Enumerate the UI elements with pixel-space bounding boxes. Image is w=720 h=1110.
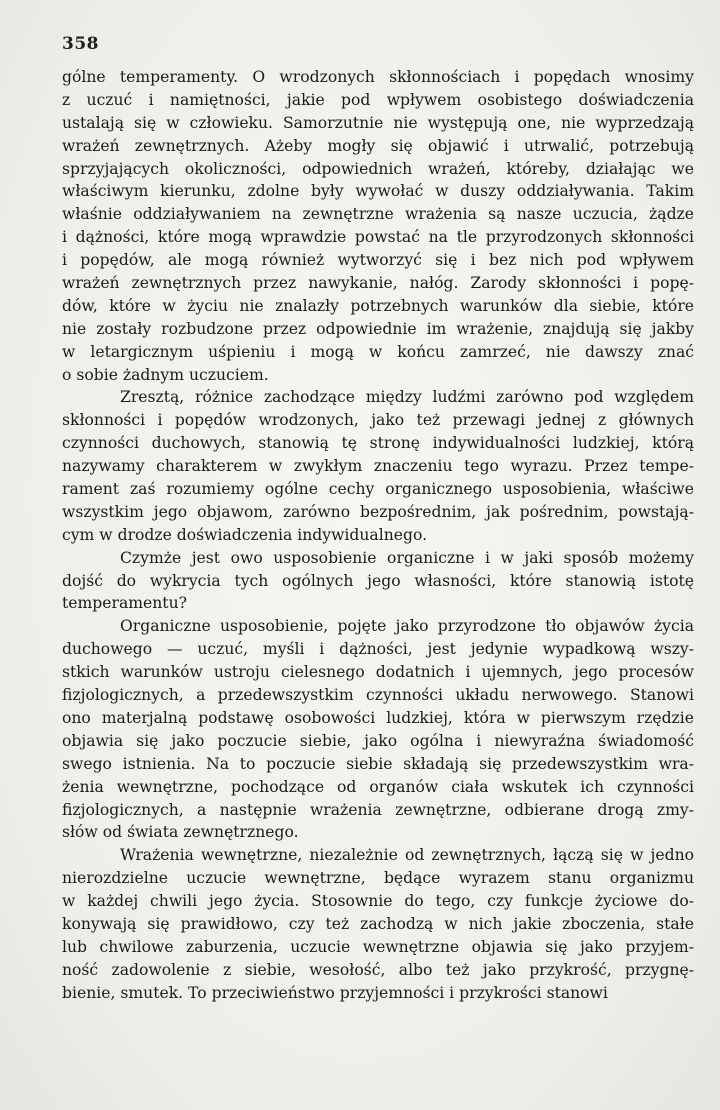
text-line: czynności duchowych, stanowią tę stronę indywidualności ludzkiej, którą — [62, 434, 694, 453]
paragraph — [62, 844, 694, 1004]
text-line: dów, które w życiu nie znalazły potrzebnych warunków dla siebie, które — [62, 296, 694, 315]
paragraph — [62, 386, 694, 546]
text-line: fizjologicznych, a przedewszystkim czynności układu nerwowego. Stanowi — [62, 686, 694, 705]
text-line: nie zostały rozbudzone przez odpowiednie im wrażenie, znajdują się jakby — [62, 319, 694, 338]
paragraph — [62, 66, 694, 386]
text-line: właśnie oddziaływaniem na zewnętrzne wrażenia są nasze uczucia, żądze — [62, 205, 694, 224]
text-line: słów od świata zewnętrznego. — [62, 823, 299, 842]
text-line: wszystkim jego objawom, zarówno bezpośrednim, jak pośrednim, powstają- — [62, 502, 694, 521]
body-text — [62, 66, 694, 1005]
text-line: stkich warunków ustroju cielesnego dodatnich i ujemnych, jego procesów — [62, 663, 694, 682]
text-line: Zresztą, różnice zachodzące między ludźmi zarówno pod względem — [120, 388, 694, 407]
text-line: cym w drodze doświadczenia indywidualnego. — [62, 525, 428, 544]
text-line: Czymże jest owo usposobienie organiczne i w jaki sposób możemy — [120, 548, 694, 567]
text-line: fizjologicznych, a następnie wrażenia zewnętrzne, odbierane drogą zmy- — [62, 800, 694, 819]
text-line: rament zaś rozumiemy ogólne cechy organicznego usposobienia, właściwe — [62, 480, 694, 499]
text-line: o sobie żadnym uczuciem. — [62, 365, 269, 384]
text-line: nazywamy charakterem w zwykłym znaczeniu tego wyrazu. Przez tempe- — [62, 457, 694, 476]
text-line: Organiczne usposobienie, pojęte jako przyrodzone tło objawów życia — [120, 617, 694, 636]
text-line: Wrażenia wewnętrzne, niezależnie od zewnętrznych, łączą się w jedno — [120, 846, 694, 865]
text-line: ustalają się w człowieku. Samorzutnie nie występują one, nie wyprzedzają — [62, 113, 694, 132]
paragraph — [62, 547, 694, 616]
text-line: objawia się jako poczucie siebie, jako ogólna i niewyraźna świadomość — [62, 731, 694, 750]
text-line: dojść do wykrycia tych ogólnych jego własności, które stanowią istotę — [62, 571, 694, 590]
text-line: sprzyjających okoliczności, odpowiednich wrażeń, któreby, działając we — [62, 159, 694, 178]
text-line: w każdej chwili jego życia. Stosownie do tego, czy funkcje życiowe do- — [62, 892, 694, 911]
text-line: wrażeń zewnętrznych. Ażeby mogły się objawić i utrwalić, potrzebują — [62, 136, 694, 155]
text-line: ono materjalną podstawę osobowości ludzkiej, która w pierwszym rzędzie — [62, 708, 694, 727]
text-line: swego istnienia. Na to poczucie siebie składają się przedewszystkim wra- — [62, 754, 694, 773]
text-line: z uczuć i namiętności, jakie pod wpływem osobistego doświadczenia — [62, 90, 694, 109]
text-line: lub chwilowe zaburzenia, uczucie wewnętrzne objawia się jako przyjem- — [62, 937, 694, 956]
text-line: skłonności i popędów wrodzonych, jako też przewagi jednej z głównych — [62, 411, 694, 430]
text-line: ność zadowolenie z siebie, wesołość, albo też jako przykrość, przygnę- — [62, 960, 694, 979]
text-line: duchowego — uczuć, myśli i dążności, jest jedynie wypadkową wszy- — [62, 640, 694, 659]
text-line: żenia wewnętrzne, pochodzące od organów ciała wskutek ich czynności — [62, 777, 694, 796]
text-line: bienie, smutek. To przeciwieństwo przyjemności i przykrości stanowi — [62, 983, 608, 1002]
text-line: konywają się prawidłowo, czy też zachodzą w nich jakie zboczenia, stałe — [62, 914, 694, 933]
text-line: w letargicznym uśpieniu i mogą w końcu zamrzeć, nie dawszy znać — [62, 342, 694, 361]
text-line: temperamentu? — [62, 594, 187, 613]
text-line: właściwym kierunku, zdolne były wywołać w duszy oddziaływania. Takim — [62, 182, 694, 201]
text-line: gólne temperamenty. O wrodzonych skłonnościach i popędach wnosimy — [62, 68, 694, 86]
text-line: nierozdzielne uczucie wewnętrzne, będące wyrazem stanu organizmu — [62, 869, 694, 888]
text-line: i dążności, które mogą wprawdzie powstać na tle przyrodzonych skłonności — [62, 228, 694, 247]
text-line: i popędów, ale mogą również wytworzyć się i bez nich pod wpływem — [62, 251, 694, 270]
page-number: 358 — [62, 34, 99, 54]
text-line: wrażeń zewnętrznych przez nawykanie, nałóg. Zarody skłonności i popę- — [62, 274, 694, 293]
paragraph — [62, 615, 694, 844]
